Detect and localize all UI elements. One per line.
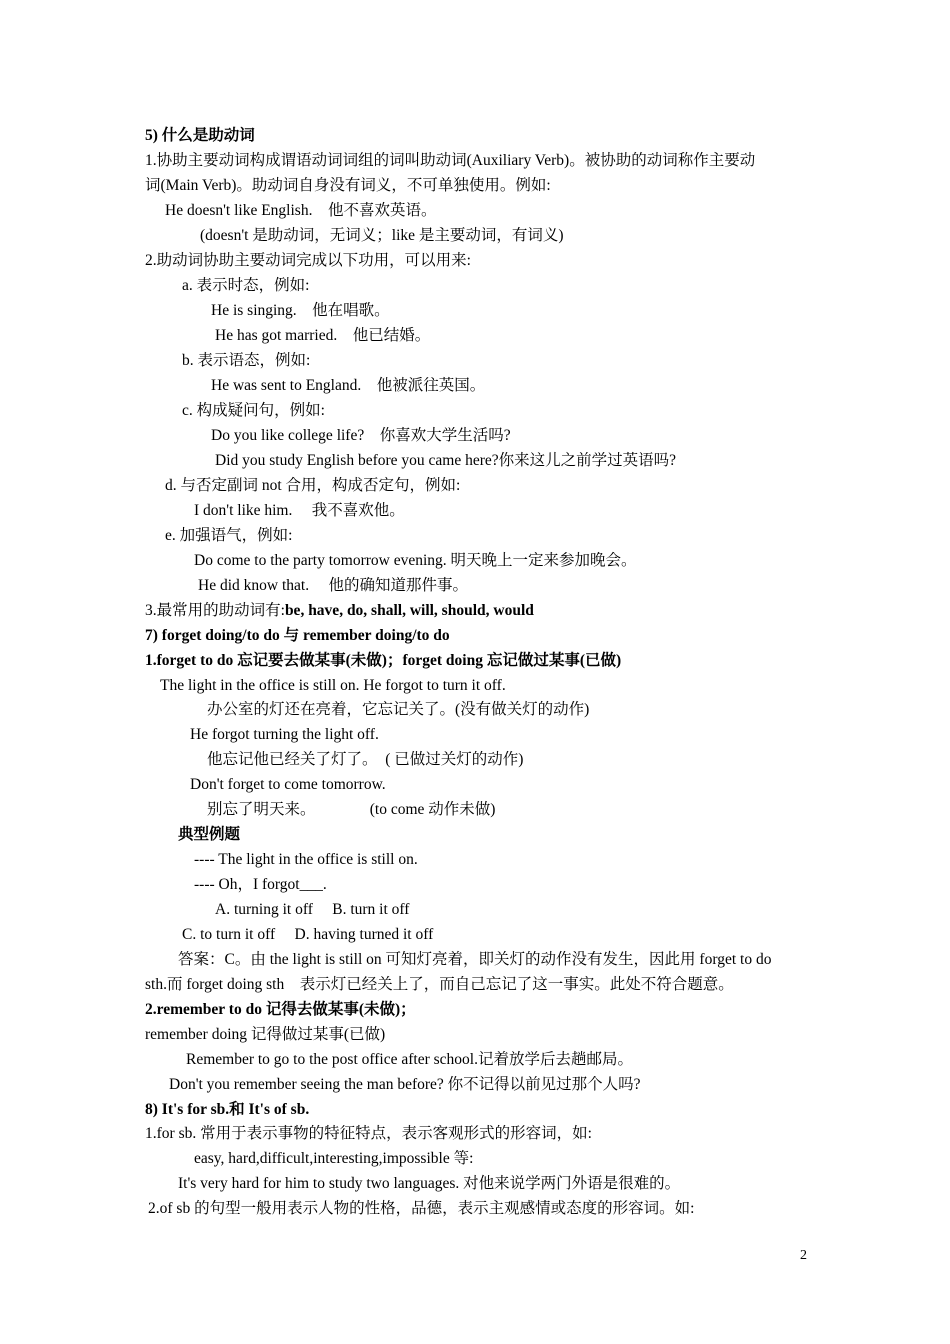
heading-forget-remember: 7) forget doing/to do 与 remember doing/to do [145,627,450,644]
example-translation: 办公室的灯还在亮着，它忘记关了。(没有做关灯的动作) [207,701,590,718]
paragraph-line: 1.协助主要动词构成谓语动词词组的词叫助动词(Auxiliary Verb)。被协助的动词称作主要动 [145,152,756,169]
common-auxiliaries-list: be, have, do, shall, will, should, would [284,602,534,619]
list-item: d. 与否定副词 not 合用，构成否定句，例如: [165,477,461,494]
answer-explanation: 答案：C。由 the light is still on 可知灯亮着，即关灯的动作没有发生，因此用 forget to do [178,951,772,968]
answer-explanation: sth.而 forget doing sth 表示灯已经关上了，而自己忘记了这一事实。此处不符合题意。 [145,976,734,993]
paragraph-line: 1.for sb. 常用于表示事物的特征特点，表示客观形式的形容词，如: [145,1125,592,1142]
answer-options: C. to turn it off D. having turned it off [182,926,434,943]
paragraph-line: 2.助动词协助主要动词完成以下功用，可以用来: [145,252,471,269]
example-line: He is singing. 他在唱歌。 [211,302,390,319]
heading-typical-example: 典型例题 [178,826,241,843]
heading-auxiliary-verb: 5) 什么是助动词 [145,127,255,144]
example-line: Don't you remember seeing the man before? 你不记得以前见过那个人吗? [169,1076,641,1093]
page-number: 2 [800,1248,807,1263]
example-note: (doesn't 是助动词，无词义；like 是主要动词，有词义) [200,227,564,244]
question-line: ---- The light in the office is still on. [194,851,418,868]
list-item: e. 加强语气，例如: [165,527,293,544]
heading-for-of-sb: 8) It's for sb.和 It's of sb. [145,1101,310,1118]
example-line: It's very hard for him to study two languages. 对他来说学两门外语是很难的。 [178,1175,681,1192]
example-line: Did you study English before you came here?你来这儿之前学过英语吗? [215,452,677,469]
paragraph-line: 2.of sb 的句型一般用表示人物的性格，品德，表示主观感情或态度的形容词。如: [148,1200,695,1217]
example-line: He has got married. 他已结婚。 [215,327,431,344]
example-line: Don't forget to come tomorrow. [190,776,386,793]
example-line: I don't like him. 我不喜欢他。 [194,502,405,519]
answer-options: A. turning it off B. turn it off [215,901,410,918]
example-line: He doesn't like English. 他不喜欢英语。 [165,202,437,219]
subheading-forget: 1.forget to do 忘记要去做某事(未做)；forget doing 忘记做过某事(已做) [145,652,622,669]
example-line: Do you like college life? 你喜欢大学生活吗? [211,427,511,444]
example-line: He did know that. 他的确知道那件事。 [198,577,468,594]
example-translation: 别忘了明天来。 (to come 动作未做) [207,801,496,818]
question-line: ---- Oh，I forgot___. [194,876,327,893]
common-auxiliaries-label: 3.最常用的助动词有: [145,602,285,619]
example-line: The light in the office is still on. He forgot to turn it off. [160,677,506,694]
example-translation: 他忘记他已经关了灯了。 ( 已做过关灯的动作) [207,751,524,768]
paragraph-line: remember doing 记得做过某事(已做) [145,1026,386,1043]
list-item: b. 表示语态，例如: [182,352,311,369]
example-line: Remember to go to the post office after school.记着放学后去趟邮局。 [186,1051,633,1068]
subheading-remember: 2.remember to do 记得去做某事(未做)； [145,1001,416,1018]
list-item: a. 表示时态，例如: [182,277,310,294]
list-item: c. 构成疑问句，例如: [182,402,325,419]
example-line: He forgot turning the light off. [190,726,379,743]
adjective-list: easy, hard,difficult,interesting,impossible 等: [194,1150,474,1167]
example-line: Do come to the party tomorrow evening. 明天晚上一定来参加晚会。 [194,552,637,569]
common-auxiliaries-line [145,601,534,621]
paragraph-line: 词(Main Verb)。助动词自身没有词义，不可单独使用。例如: [145,177,551,194]
example-line: He was sent to England. 他被派往英国。 [211,377,486,394]
